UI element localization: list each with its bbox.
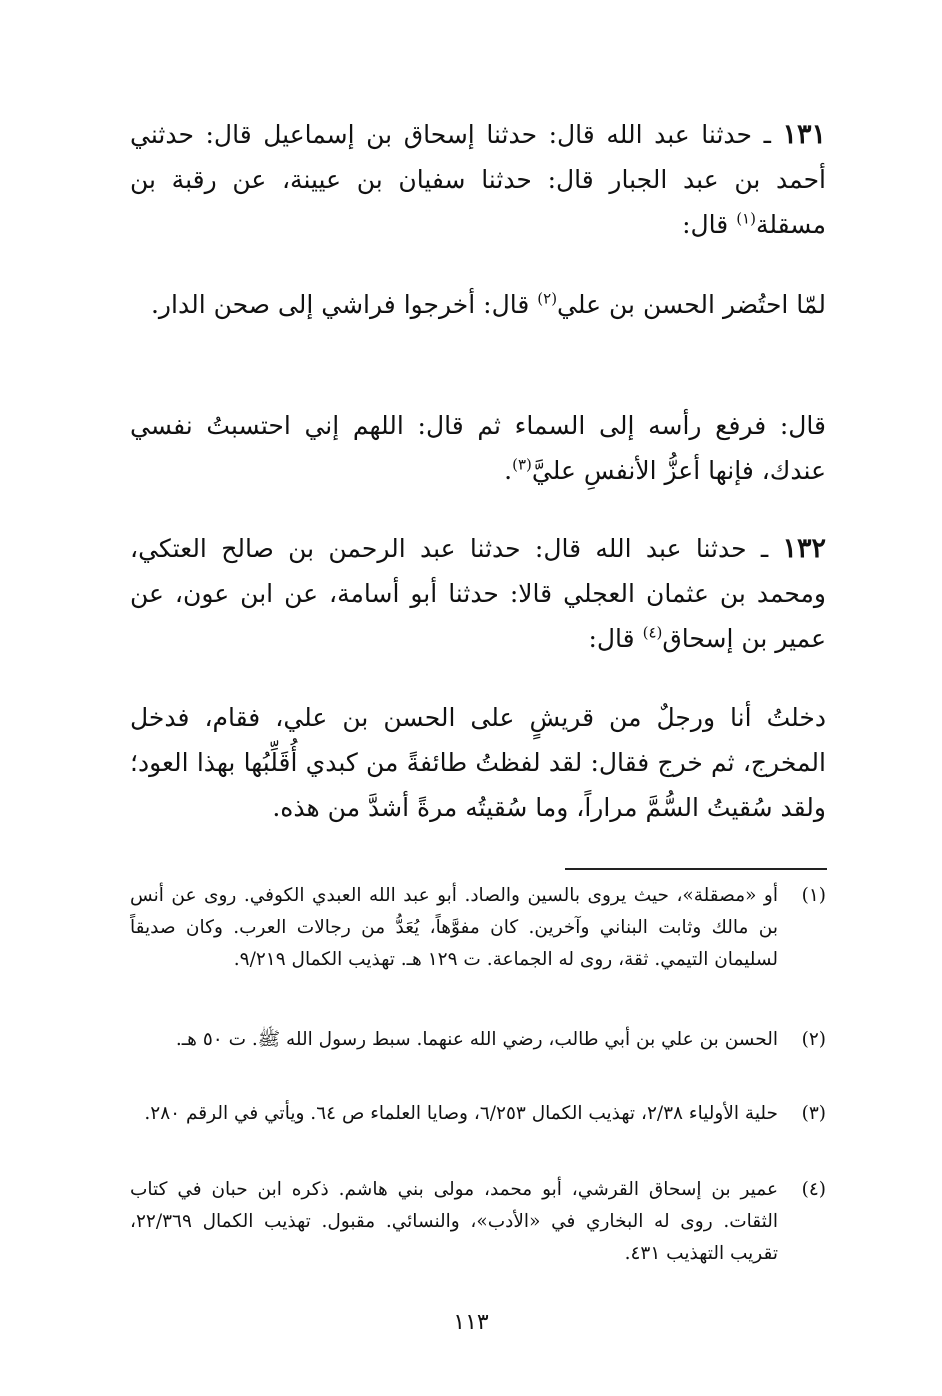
footnote-number: (٢) — [801, 1029, 826, 1050]
paragraph-tail: قال: — [682, 210, 737, 239]
footnote — [130, 1024, 826, 1056]
page-number: ١١٣ — [453, 1310, 489, 1335]
footnote-number: (٤) — [801, 1179, 826, 1200]
paragraph-tail: قال: أخرجوا فراشي إلى صحن الدار. — [150, 290, 538, 319]
footnote-ref: (٤) — [642, 623, 663, 642]
paragraph-text: لمّا احتُضر الحسن بن علي — [557, 290, 826, 319]
hadith-number: ١٣٢ — [782, 533, 826, 564]
paragraph-text: قال: فرفع رأسه إلى السماء ثم قال: اللهم إني احتسبتُ نفسي عندك، فإنها أعزُّ الأنفسِ عليَّ — [130, 411, 826, 485]
footnote-ref: (٢) — [537, 289, 558, 308]
footnote-text: عمير بن إسحاق القرشي، أبو محمد، مولى بني هاشم. ذكره ابن حبان في كتاب الثقات. روى له البخاري في «الأدب»، والنسائي. مقبول. تهذيب الكمال ٢٢/٣٦٩، تقريب التهذيب ٤٣١. — [130, 1179, 778, 1264]
footnote-text: أو «مصقلة»، حيث يروى بالسين والصاد. أبو عبد الله العبدي الكوفي. روى عن أنس بن مالك وثابت البناني وآخرين. كان مفوَّهاً، يُعَدُّ من رجالات العرب. وكان صديقاً لسليمان التيمي. ثقة، روى له الجماعة. ت ١٢٩ هـ. تهذيب الكمال ٩/٢١٩. — [130, 885, 778, 970]
narration-paragraph — [130, 695, 826, 830]
footnote — [130, 1098, 826, 1130]
paragraph-text: دخلتُ أنا ورجلٌ من قريشٍ على الحسن بن علي، فقام، فدخل المخرج، ثم خرج فقال: لقد لفظتُ طائفةً من كبدي أُقَلِّبُها بهذا العود؛ ولقد سُقيتُ السُّمَّ مراراً، وما سُقيتُه مرةً أشدَّ من هذه. — [130, 703, 826, 822]
footnote-ref: (٣) — [512, 455, 532, 474]
footnote-text: الحسن بن علي بن أبي طالب، رضي الله عنهما. سبط رسول الله ﷺ. ت ٥٠ هـ. — [175, 1029, 778, 1050]
footnote — [130, 1174, 826, 1270]
footnote-text: حلية الأولياء ٢/٣٨، تهذيب الكمال ٦/٢٥٣، وصايا العلماء ص ٦٤. ويأتي في الرقم ٢٨٠. — [144, 1103, 778, 1124]
footnote — [130, 880, 826, 976]
paragraph-text: ـ حدثنا عبد الله قال: حدثنا إسحاق بن إسماعيل قال: حدثني أحمد بن عبد الجبار قال: حدثنا سفيان بن عيينة، عن رقبة بن مسقلة — [130, 120, 826, 239]
paragraph-tail: . — [504, 456, 513, 485]
hadith-number: ١٣١ — [782, 119, 826, 150]
footnote-number: (١) — [801, 885, 826, 906]
paragraph-tail: قال: — [588, 624, 643, 653]
hadith-131-paragraph — [130, 112, 826, 247]
narration-paragraph — [130, 403, 826, 493]
narration-paragraph — [130, 282, 826, 327]
footnote-separator — [565, 868, 827, 870]
footnote-ref: (١) — [736, 209, 756, 228]
hadith-132-paragraph — [130, 526, 826, 661]
footnote-number: (٣) — [801, 1103, 826, 1124]
paragraph-text: ـ حدثنا عبد الله قال: حدثنا عبد الرحمن بن صالح العتكي، ومحمد بن عثمان العجلي قالا: حدثنا أبو أسامة، عن ابن عون، عن عمير بن إسحاق — [130, 534, 826, 653]
